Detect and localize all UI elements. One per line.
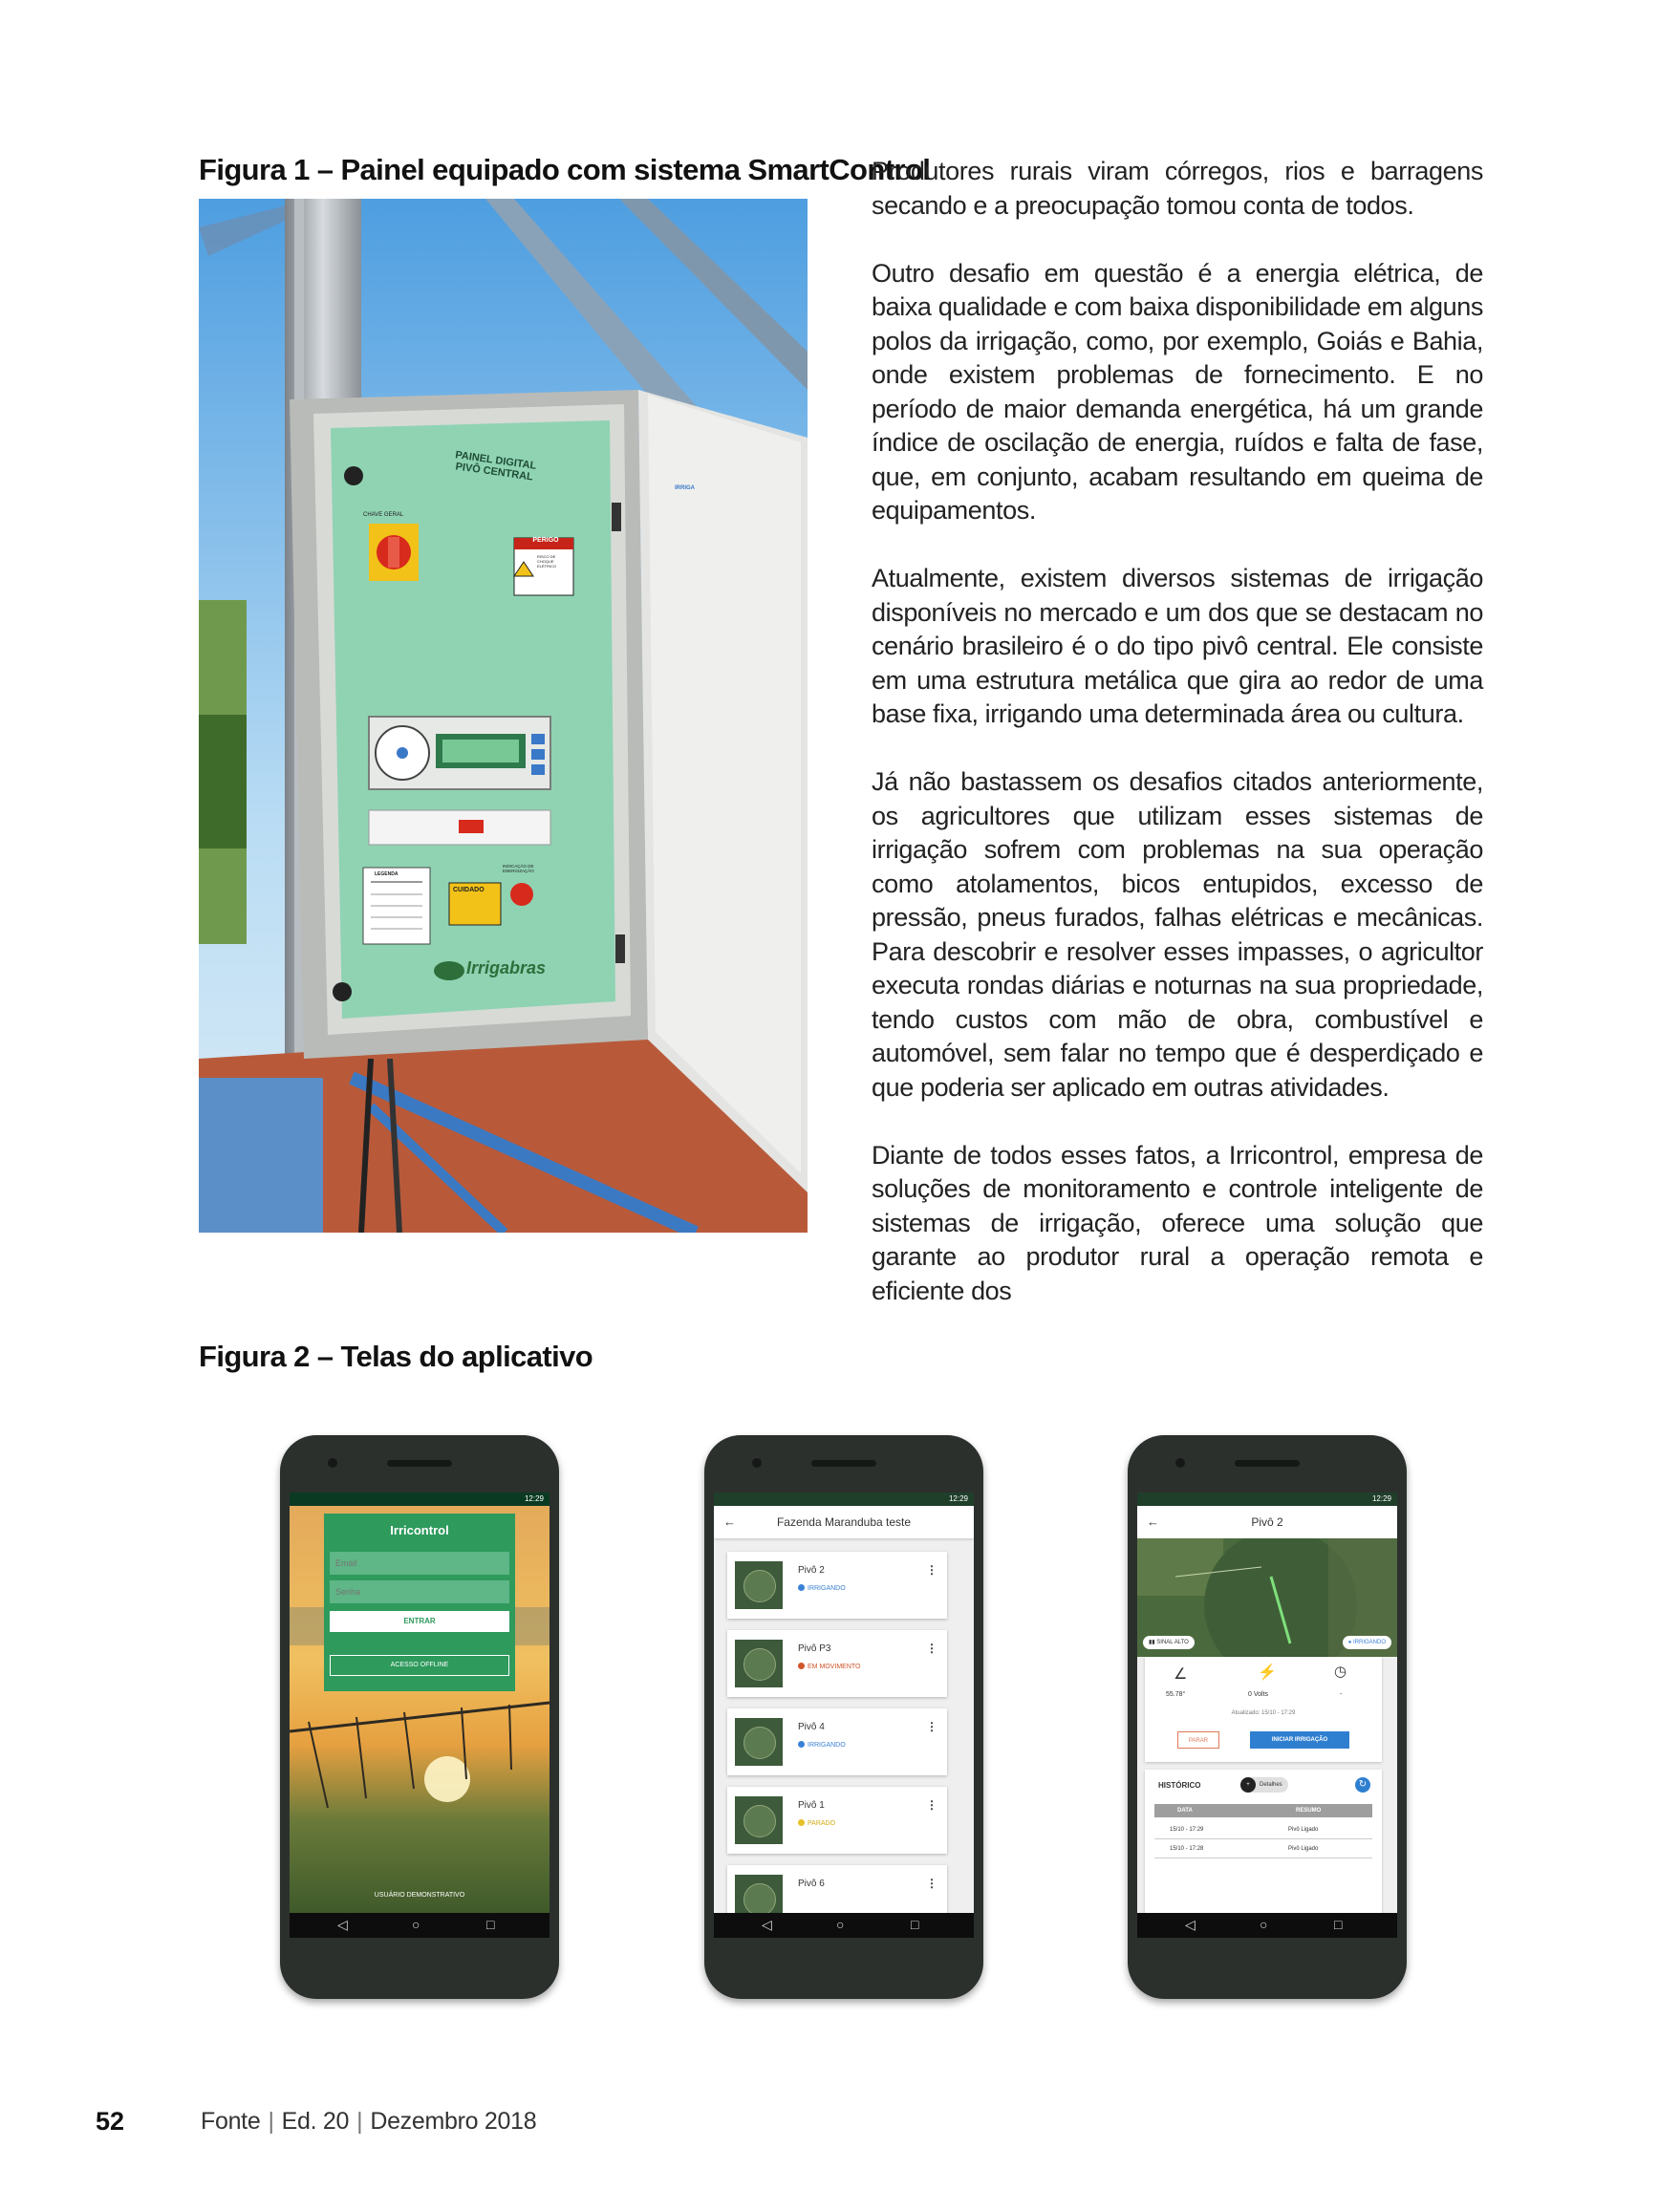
status-time: 12:29 [524,1494,544,1503]
panel-danger-text [516,537,575,544]
status-chip: ● IRRIGANDO [1343,1636,1391,1649]
voltage-icon: ⚡ [1258,1664,1277,1681]
paragraph: Produtores rurais viram córregos, rios e barragens secando e a preocupação tomou conta de todos. [872,157,1483,220]
more-options-icon[interactable]: ⋮ [926,1720,937,1733]
login-card [324,1514,515,1691]
separator: | [356,2108,363,2135]
angle-icon: ∠ [1174,1666,1188,1683]
recents-nav-icon[interactable]: □ [486,1917,495,1932]
more-options-icon[interactable]: ⋮ [926,1798,937,1812]
pivot-map-thumbnail [735,1640,783,1687]
paragraph: Atualmente, existem diversos sistemas de irrigação disponíveis no mercado e um dos que se destacam no cenário brasileiro é o do tipo pivô central. Ele consiste em uma estrutura metálica que gira ao redor de uma base fixa, irrigando uma determinada área ou cultura. [872,564,1483,728]
issue-date: Dezembro 2018 [370,2108,537,2135]
app-logo: Irricontrol [390,1523,449,1537]
cell-date: 15/10 - 17:28 [1170,1846,1204,1852]
pivot-status: IRRIGANDO [798,1584,846,1592]
panel-legend-title: LEGENDA [375,871,399,877]
refresh-icon[interactable]: ↻ [1355,1777,1370,1793]
offline-access-button[interactable]: ACESSO OFFLINE [330,1655,509,1676]
cell-summary: Pivô Ligado [1288,1827,1319,1833]
status-dot-icon: ● [1347,1640,1353,1645]
paragraph: Já não bastassem os desafios citados anteriormente, os agricultores que utilizam esses sistemas de irrigação sofrem com problemas na sua operação como atolamentos, bicos entupidos, excesso de pressão, pneus furados, falhas elétricas e mecânicas. Para descobrir e resolver esses impasses, o agricultor executa rondas diárias e noturnas na sua propriedade, tendo custos com mão de obra, combustível e automóvel, sem falar no tempo que é desperdiçado e que poderia ser aplicado em outras atividades. [872,767,1483,1102]
email-input[interactable] [330,1552,509,1575]
pressure-value: - [1340,1691,1343,1698]
pressure-icon: ◷ [1334,1664,1347,1680]
figure-2-title: Figura 2 – Telas do aplicativo [199,1340,593,1373]
home-nav-icon[interactable]: ○ [836,1917,845,1932]
pivot-status: PARADO [798,1819,835,1827]
status-time: 12:29 [948,1494,968,1503]
signal-icon: ▮▮ [1149,1640,1157,1645]
back-nav-icon[interactable]: ◁ [762,1917,772,1932]
recents-nav-icon[interactable]: □ [911,1917,919,1932]
column-header: DATA [1177,1808,1193,1814]
app-bar [1137,1506,1397,1538]
history-card [1145,1770,1382,1913]
pivot-card[interactable] [727,1865,947,1913]
column-header: RESUMO [1296,1808,1322,1814]
signal-chip: ▮▮ SINAL ALTO [1143,1636,1195,1649]
add-icon: + [1240,1777,1256,1793]
pivot-title: Pivô 2 [1251,1515,1283,1529]
app-bar [714,1506,974,1538]
stop-button[interactable]: PARAR [1177,1731,1219,1749]
speaker [387,1460,452,1467]
angle-value: 55.78° [1166,1691,1186,1698]
back-arrow-icon[interactable]: ← [1147,1514,1159,1529]
phone-login [280,1435,559,1999]
pivot-map-thumbnail [735,1875,783,1913]
pivot-card[interactable] [727,1630,947,1697]
android-navbar [1137,1913,1397,1938]
footer-publication [201,2108,536,2136]
camera [752,1458,762,1468]
pivot-status: IRRIGANDO [798,1741,846,1749]
panel-caution-label: CUIDADO [453,887,485,893]
panel-photo-illustration [199,199,808,1233]
phone-pivot-list [704,1435,983,1999]
home-nav-icon[interactable]: ○ [1260,1917,1268,1932]
speaker [811,1460,876,1467]
phone-pivot-detail [1128,1435,1407,1999]
start-irrigation-button[interactable]: INICIAR IRRIGAÇÃO [1250,1731,1349,1749]
panel-switch-label: CHAVE GERAL [363,512,404,518]
more-options-icon[interactable]: ⋮ [926,1563,937,1577]
pivot-map-thumbnail [735,1561,783,1609]
demo-user-link[interactable]: USUÁRIO DEMONSTRATIVO [374,1892,465,1899]
pivot-card[interactable] [727,1787,947,1854]
history-table-header [1154,1804,1372,1817]
voltage-value: 0 Volts [1248,1691,1269,1698]
home-nav-icon[interactable]: ○ [412,1917,420,1932]
figure-1-title: Figura 1 – Painel equipado com sistema SmartControl [199,153,931,186]
panel-danger-sub: RISCO DE CHOQUE ELÉTRICO [537,554,557,569]
pivot-list-screen [714,1493,974,1913]
pivot-name: Pivô 1 [798,1800,825,1811]
camera [1175,1458,1185,1468]
speaker [1235,1460,1300,1467]
table-row [1154,1821,1372,1839]
panel-sticker: IRRIGA [675,485,695,491]
password-input[interactable] [330,1580,509,1603]
pivot-name: Pivô 2 [798,1565,825,1576]
panel-brand: Irrigabras [466,958,547,977]
status-time: 12:29 [1371,1494,1391,1503]
article-body [872,155,1483,1342]
figure-1-photo [199,199,808,1233]
edition: Ed. 20 [281,2108,350,2135]
login-screen [290,1493,549,1913]
history-title: HISTÓRICO [1158,1781,1201,1790]
camera [328,1458,337,1468]
pivot-name: Pivô 6 [798,1879,825,1889]
table-row [1154,1840,1372,1858]
pivot-map-thumbnail [735,1796,783,1844]
more-options-icon[interactable]: ⋮ [926,1877,937,1890]
separator: | [268,2108,274,2135]
paragraph: Diante de todos esses fatos, a Irricontrol, empresa de soluções de monitoramento e controle inteligente de sistemas de irrigação, oferece uma solução que garante ao produtor rural a operação remota e eficiente dos [872,1140,1483,1305]
pivot-map-thumbnail [735,1718,783,1766]
back-nav-icon[interactable]: ◁ [337,1917,348,1932]
updated-timestamp: Atualizado: 15/10 - 17:29 [1231,1710,1296,1716]
magazine-name: Fonte [201,2108,261,2135]
pivot-card[interactable] [727,1708,947,1775]
panel-header: PAINEL DIGITAL PIVÔ CENTRAL [454,449,538,483]
pivot-info-card [1145,1657,1382,1762]
pivot-detail-screen [1137,1493,1397,1913]
farm-title: Fazenda Maranduba teste [776,1515,912,1529]
back-arrow-icon[interactable]: ← [723,1514,736,1529]
more-options-icon[interactable]: ⋮ [926,1642,937,1655]
pivot-card[interactable] [727,1552,947,1619]
paragraph: Outro desafio em questão é a energia elétrica, de baixa qualidade e com baixa disponibilidade em alguns polos da irrigação, como, por exemplo, Goiás e Bahia, onde existem problemas de fornecimento. E no período de maior demanda energética, há um grande índice de oscilação de energia, ruídos e falta de fase, que, em conjunto, acabam resultando em queima de equipamentos. [872,258,1483,525]
login-button[interactable]: ENTRAR [330,1611,509,1632]
back-nav-icon[interactable]: ◁ [1185,1917,1196,1932]
android-navbar [714,1913,974,1938]
pivot-name: Pivô 4 [798,1722,825,1732]
panel-indicator-label: INDICAÇÃO DE ENERGIZAÇÃO [503,864,534,873]
danger-word: PERIGO [532,537,559,544]
recents-nav-icon[interactable]: □ [1334,1917,1343,1932]
details-button[interactable]: + Detalhes [1240,1777,1288,1793]
pivot-status: EM MOVIMENTO [798,1663,860,1670]
cell-date: 15/10 - 17:29 [1170,1827,1204,1833]
cell-summary: Pivô Ligado [1288,1846,1319,1852]
android-navbar [290,1913,549,1938]
page-number: 52 [96,2107,125,2136]
pivot-name: Pivô P3 [798,1643,831,1654]
